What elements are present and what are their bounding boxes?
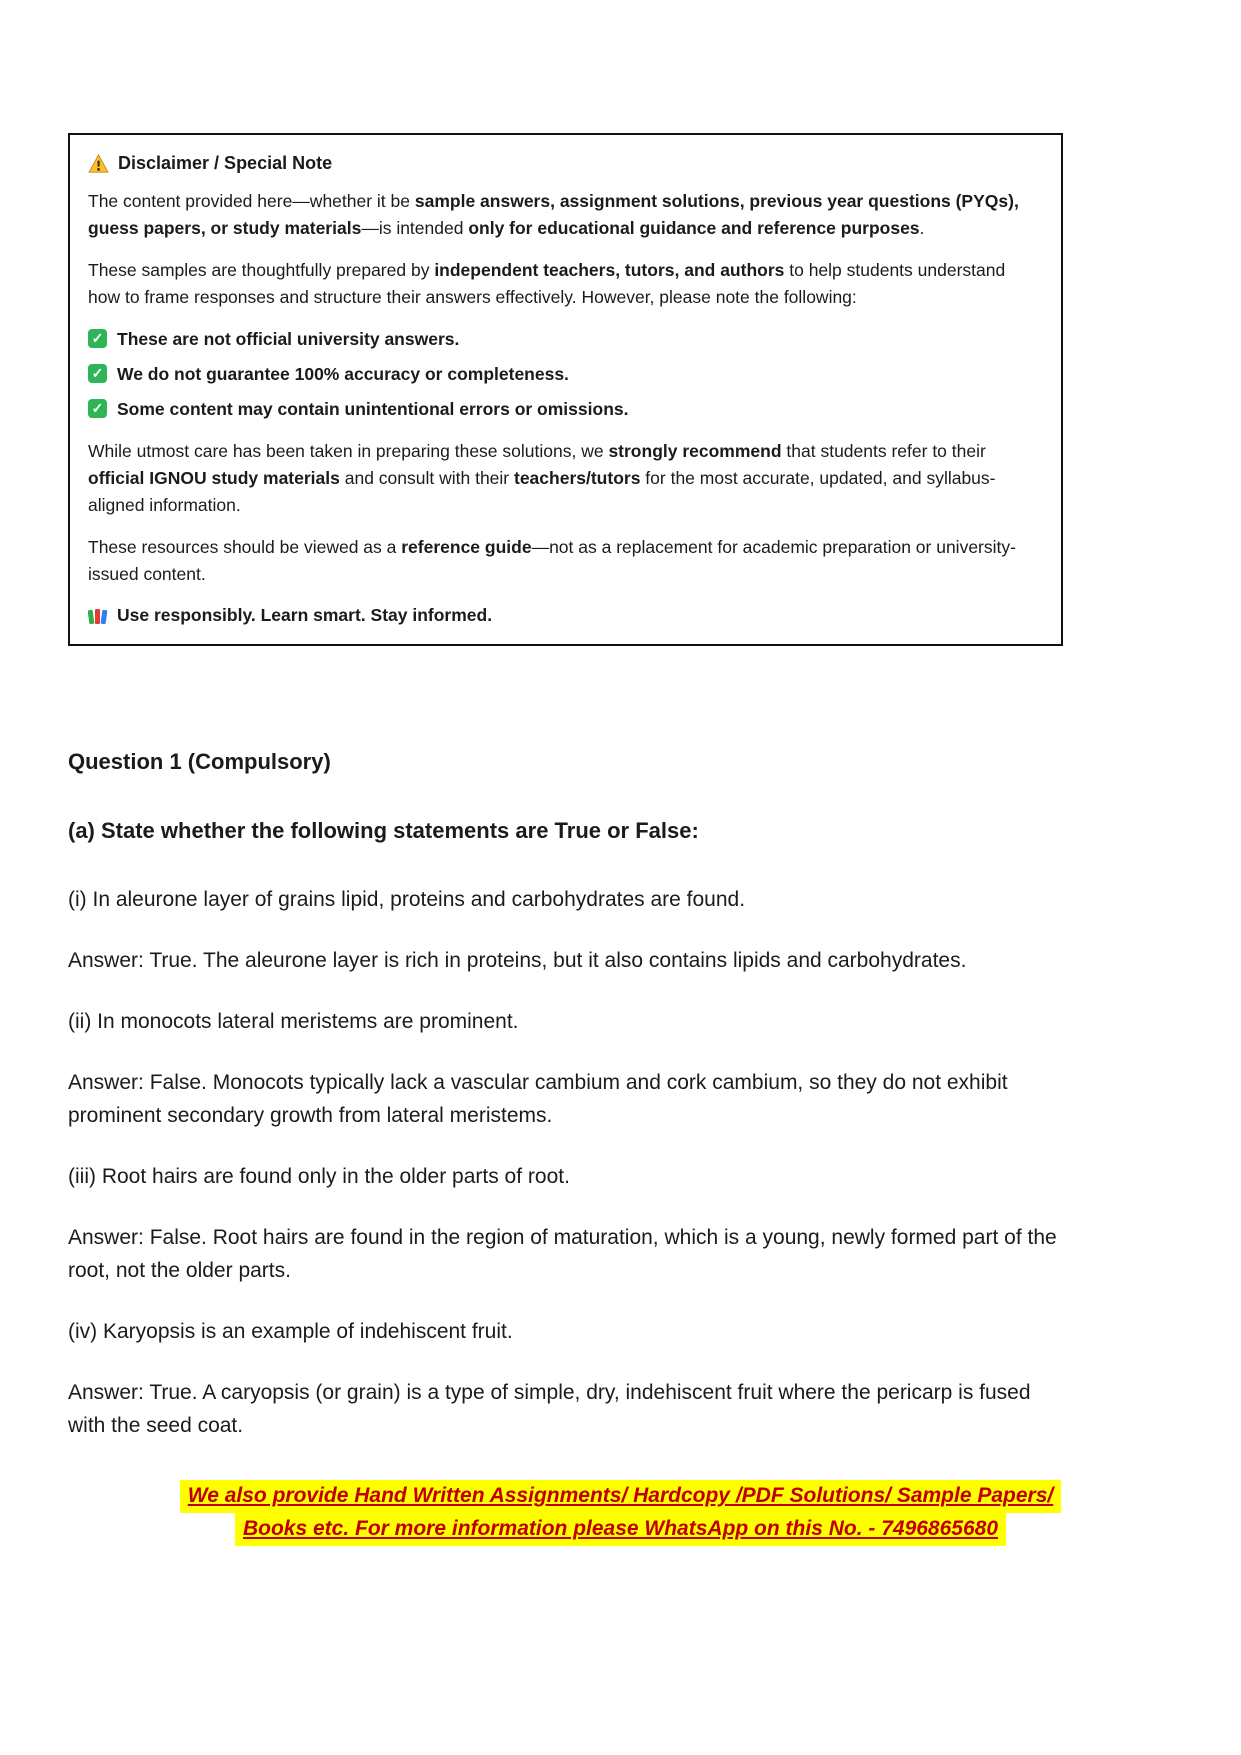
disclaimer-paragraph-3: While utmost care has been taken in preparing these solutions, we strongly recommend that students refer to their official IGNOU study materials and consult with their teachers/tutors for the most accurate, updated, and syllabus-aligned information.	[88, 441, 996, 515]
footer-banner-line-1: We also provide Hand Written Assignments/ Hardcopy /PDF Solutions/ Sample Papers/	[180, 1480, 1061, 1513]
disclaimer-title-row	[88, 153, 1041, 174]
answer-iii: Answer: False. Root hairs are found in the region of maturation, which is a young, newly formed part of the root, not the older parts.	[68, 1226, 1057, 1282]
disclaimer-checklist	[88, 326, 1041, 422]
disclaimer-paragraph-2: These samples are thoughtfully prepared by independent teachers, tutors, and authors to help students understand how to frame responses and structure their answers effectively. However, please note the following:	[88, 260, 1006, 307]
books-icon	[88, 606, 108, 625]
statement-iii: (iii) Root hairs are found only in the older parts of root.	[68, 1165, 570, 1188]
answer-ii: Answer: False. Monocots typically lack a vascular cambium and cork cambium, so they do not exhibit prominent secondary growth from lateral meristems.	[68, 1071, 1008, 1127]
disclaimer-footer	[88, 605, 1041, 626]
question-heading: Question 1 (Compulsory)	[68, 749, 331, 774]
checklist-item	[88, 396, 1041, 422]
footer-banner	[0, 1480, 1241, 1546]
check-icon: ✓	[88, 399, 107, 418]
statement-iv: (iv) Karyopsis is an example of indehiscent fruit.	[68, 1320, 513, 1343]
question-content	[68, 745, 1068, 1470]
disclaimer-paragraph-4: These resources should be viewed as a reference guide—not as a replacement for academic preparation or university-issued content.	[88, 537, 1016, 584]
answer-i: Answer: True. The aleurone layer is rich in proteins, but it also contains lipids and carbohydrates.	[68, 949, 967, 972]
answer-iv: Answer: True. A caryopsis (or grain) is a type of simple, dry, indehiscent fruit where the pericarp is fused with the seed coat.	[68, 1381, 1031, 1437]
check-icon: ✓	[88, 364, 107, 383]
disclaimer-box	[68, 133, 1063, 646]
part-a-heading: (a) State whether the following statements are True or False:	[68, 818, 699, 843]
statement-ii: (ii) In monocots lateral meristems are prominent.	[68, 1010, 519, 1033]
disclaimer-title: Disclaimer / Special Note	[118, 153, 333, 173]
disclaimer-footer-text: Use responsibly. Learn smart. Stay informed.	[117, 605, 493, 625]
checklist-item-label: Some content may contain unintentional errors or omissions.	[117, 399, 629, 419]
checklist-item-label: We do not guarantee 100% accuracy or completeness.	[117, 364, 569, 384]
footer-banner-line-2: Books etc. For more information please WhatsApp on this No. - 7496865680	[235, 1513, 1006, 1546]
checklist-item	[88, 361, 1041, 387]
warning-icon	[88, 154, 109, 173]
checklist-item-label: These are not official university answers.	[117, 329, 460, 349]
check-icon: ✓	[88, 329, 107, 348]
disclaimer-paragraph-1: The content provided here—whether it be sample answers, assignment solutions, previous year questions (PYQs), guess papers, or study materials—is intended only for educational guidance and reference purposes.	[88, 191, 1019, 238]
checklist-item	[88, 326, 1041, 352]
statement-i: (i) In aleurone layer of grains lipid, proteins and carbohydrates are found.	[68, 888, 746, 911]
